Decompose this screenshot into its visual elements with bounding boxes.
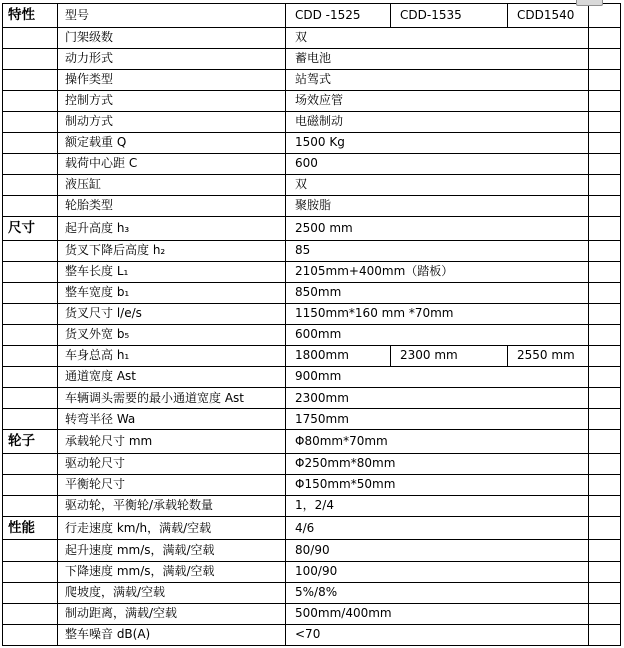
spacer-cell bbox=[589, 561, 621, 582]
category-cell bbox=[3, 282, 58, 303]
category-cell bbox=[3, 582, 58, 603]
value-cell: 1500 Kg bbox=[286, 132, 589, 153]
spacer-cell bbox=[589, 367, 621, 388]
table-row bbox=[3, 540, 621, 561]
property-cell: 承载轮尺寸 mm bbox=[58, 430, 286, 454]
spacer-cell bbox=[589, 261, 621, 282]
category-cell bbox=[3, 153, 58, 174]
property-cell: 动力形式 bbox=[58, 48, 286, 69]
category-cell bbox=[3, 303, 58, 324]
property-cell: 车辆调头需要的最小通道宽度 Ast bbox=[58, 388, 286, 409]
spacer-cell bbox=[589, 48, 621, 69]
category-cell bbox=[3, 624, 58, 645]
table-row bbox=[3, 196, 621, 217]
property-cell: 通道宽度 Ast bbox=[58, 367, 286, 388]
value-cell: 2300 mm bbox=[391, 345, 508, 366]
spec-table-body bbox=[3, 4, 621, 646]
category-cell bbox=[3, 367, 58, 388]
value-cell: 850mm bbox=[286, 282, 589, 303]
category-cell bbox=[3, 388, 58, 409]
table-row bbox=[3, 474, 621, 495]
spacer-cell bbox=[589, 474, 621, 495]
table-row bbox=[3, 48, 621, 69]
value-cell: 5%/8% bbox=[286, 582, 589, 603]
category-cell bbox=[3, 132, 58, 153]
category-cell: 特性 bbox=[3, 4, 58, 28]
value-cell: 双 bbox=[286, 174, 589, 195]
value-cell: 2550 mm bbox=[508, 345, 589, 366]
value-cell: 85 bbox=[286, 240, 589, 261]
value-cell: CDD1540 bbox=[508, 4, 589, 28]
property-cell: 下降速度 mm/s，满载/空载 bbox=[58, 561, 286, 582]
value-cell: 1150mm*160 mm *70mm bbox=[286, 303, 589, 324]
value-cell: 2300mm bbox=[286, 388, 589, 409]
table-row bbox=[3, 516, 621, 540]
spacer-cell bbox=[589, 303, 621, 324]
value-cell: 600 bbox=[286, 153, 589, 174]
spacer-cell bbox=[589, 324, 621, 345]
value-cell: 2105mm+400mm（踏板） bbox=[286, 261, 589, 282]
spacer-cell bbox=[589, 388, 621, 409]
value-cell: CDD -1525 bbox=[286, 4, 391, 28]
property-cell: 驱动轮尺寸 bbox=[58, 453, 286, 474]
category-cell: 性能 bbox=[3, 516, 58, 540]
value-cell: <70 bbox=[286, 624, 589, 645]
value-cell: 600mm bbox=[286, 324, 589, 345]
category-cell bbox=[3, 196, 58, 217]
category-cell bbox=[3, 495, 58, 516]
spacer-cell bbox=[589, 153, 621, 174]
property-cell: 车身总高 h₁ bbox=[58, 345, 286, 366]
spacer-cell bbox=[589, 345, 621, 366]
spacer-cell bbox=[589, 240, 621, 261]
category-cell bbox=[3, 603, 58, 624]
table-row bbox=[3, 240, 621, 261]
value-cell: 聚胺脂 bbox=[286, 196, 589, 217]
value-cell: 蓄电池 bbox=[286, 48, 589, 69]
spacer-cell bbox=[589, 495, 621, 516]
property-cell: 操作类型 bbox=[58, 69, 286, 90]
table-row bbox=[3, 345, 621, 366]
value-cell: Φ250mm*80mm bbox=[286, 453, 589, 474]
category-cell bbox=[3, 69, 58, 90]
category-cell bbox=[3, 174, 58, 195]
property-cell: 整车宽度 b₁ bbox=[58, 282, 286, 303]
value-cell: 1，2/4 bbox=[286, 495, 589, 516]
spacer-cell bbox=[589, 582, 621, 603]
spacer-cell bbox=[589, 27, 621, 48]
value-cell: 1750mm bbox=[286, 409, 589, 430]
category-cell bbox=[3, 27, 58, 48]
property-cell: 行走速度 km/h，满载/空载 bbox=[58, 516, 286, 540]
table-row bbox=[3, 561, 621, 582]
table-row bbox=[3, 69, 621, 90]
property-cell: 整车噪音 dB(A) bbox=[58, 624, 286, 645]
spacer-cell bbox=[589, 624, 621, 645]
table-row bbox=[3, 111, 621, 132]
table-row bbox=[3, 27, 621, 48]
table-row bbox=[3, 603, 621, 624]
spec-table bbox=[2, 3, 621, 646]
table-row bbox=[3, 153, 621, 174]
property-cell: 起升速度 mm/s，满载/空载 bbox=[58, 540, 286, 561]
category-cell bbox=[3, 240, 58, 261]
spacer-cell bbox=[589, 69, 621, 90]
value-cell: CDD-1535 bbox=[391, 4, 508, 28]
property-cell: 门架级数 bbox=[58, 27, 286, 48]
value-cell: 双 bbox=[286, 27, 589, 48]
property-cell: 控制方式 bbox=[58, 90, 286, 111]
table-row bbox=[3, 4, 621, 28]
spacer-cell bbox=[589, 516, 621, 540]
category-cell: 轮子 bbox=[3, 430, 58, 454]
table-row bbox=[3, 282, 621, 303]
category-cell bbox=[3, 111, 58, 132]
property-cell: 载荷中心距 C bbox=[58, 153, 286, 174]
category-cell bbox=[3, 48, 58, 69]
property-cell: 制动距离，满载/空载 bbox=[58, 603, 286, 624]
table-row bbox=[3, 430, 621, 454]
spacer-cell bbox=[589, 4, 621, 28]
value-cell: 场效应管 bbox=[286, 90, 589, 111]
table-row bbox=[3, 261, 621, 282]
property-cell: 整车长度 L₁ bbox=[58, 261, 286, 282]
property-cell: 货叉外宽 b₅ bbox=[58, 324, 286, 345]
table-row bbox=[3, 324, 621, 345]
property-cell: 驱动轮，平衡轮/承载轮数量 bbox=[58, 495, 286, 516]
property-cell: 起升高度 h₃ bbox=[58, 217, 286, 241]
value-cell: 站驾式 bbox=[286, 69, 589, 90]
category-cell bbox=[3, 561, 58, 582]
spacer-cell bbox=[589, 409, 621, 430]
spacer-cell bbox=[589, 430, 621, 454]
category-cell bbox=[3, 345, 58, 366]
value-cell: Φ80mm*70mm bbox=[286, 430, 589, 454]
property-cell: 液压缸 bbox=[58, 174, 286, 195]
table-row bbox=[3, 453, 621, 474]
value-cell: 电磁制动 bbox=[286, 111, 589, 132]
category-cell bbox=[3, 90, 58, 111]
property-cell: 货叉下降后高度 h₂ bbox=[58, 240, 286, 261]
value-cell: 500mm/400mm bbox=[286, 603, 589, 624]
property-cell: 制动方式 bbox=[58, 111, 286, 132]
category-cell bbox=[3, 474, 58, 495]
value-cell: Φ150mm*50mm bbox=[286, 474, 589, 495]
value-cell: 4/6 bbox=[286, 516, 589, 540]
value-cell: 100/90 bbox=[286, 561, 589, 582]
table-row bbox=[3, 582, 621, 603]
property-cell: 轮胎类型 bbox=[58, 196, 286, 217]
value-cell: 2500 mm bbox=[286, 217, 589, 241]
spacer-cell bbox=[589, 603, 621, 624]
property-cell: 型号 bbox=[58, 4, 286, 28]
table-row bbox=[3, 90, 621, 111]
table-row bbox=[3, 388, 621, 409]
spacer-cell bbox=[589, 111, 621, 132]
table-row bbox=[3, 303, 621, 324]
category-cell bbox=[3, 453, 58, 474]
spacer-cell bbox=[589, 540, 621, 561]
value-cell: 1800mm bbox=[286, 345, 391, 366]
property-cell: 额定载重 Q bbox=[58, 132, 286, 153]
value-cell: 80/90 bbox=[286, 540, 589, 561]
property-cell: 货叉尺寸 l/e/s bbox=[58, 303, 286, 324]
property-cell: 平衡轮尺寸 bbox=[58, 474, 286, 495]
value-cell: 900mm bbox=[286, 367, 589, 388]
property-cell: 爬坡度，满载/空载 bbox=[58, 582, 286, 603]
spacer-cell bbox=[589, 132, 621, 153]
property-cell: 转弯半径 Wa bbox=[58, 409, 286, 430]
category-cell bbox=[3, 409, 58, 430]
spacer-cell bbox=[589, 196, 621, 217]
table-row bbox=[3, 367, 621, 388]
table-row bbox=[3, 495, 621, 516]
spacer-cell bbox=[589, 453, 621, 474]
spacer-cell bbox=[589, 90, 621, 111]
spacer-cell bbox=[589, 217, 621, 241]
table-resize-handle[interactable] bbox=[576, 0, 603, 6]
table-row bbox=[3, 624, 621, 645]
category-cell: 尺寸 bbox=[3, 217, 58, 241]
spacer-cell bbox=[589, 174, 621, 195]
category-cell bbox=[3, 261, 58, 282]
category-cell bbox=[3, 324, 58, 345]
category-cell bbox=[3, 540, 58, 561]
table-row bbox=[3, 132, 621, 153]
table-row bbox=[3, 409, 621, 430]
spacer-cell bbox=[589, 282, 621, 303]
table-row bbox=[3, 217, 621, 241]
table-row bbox=[3, 174, 621, 195]
